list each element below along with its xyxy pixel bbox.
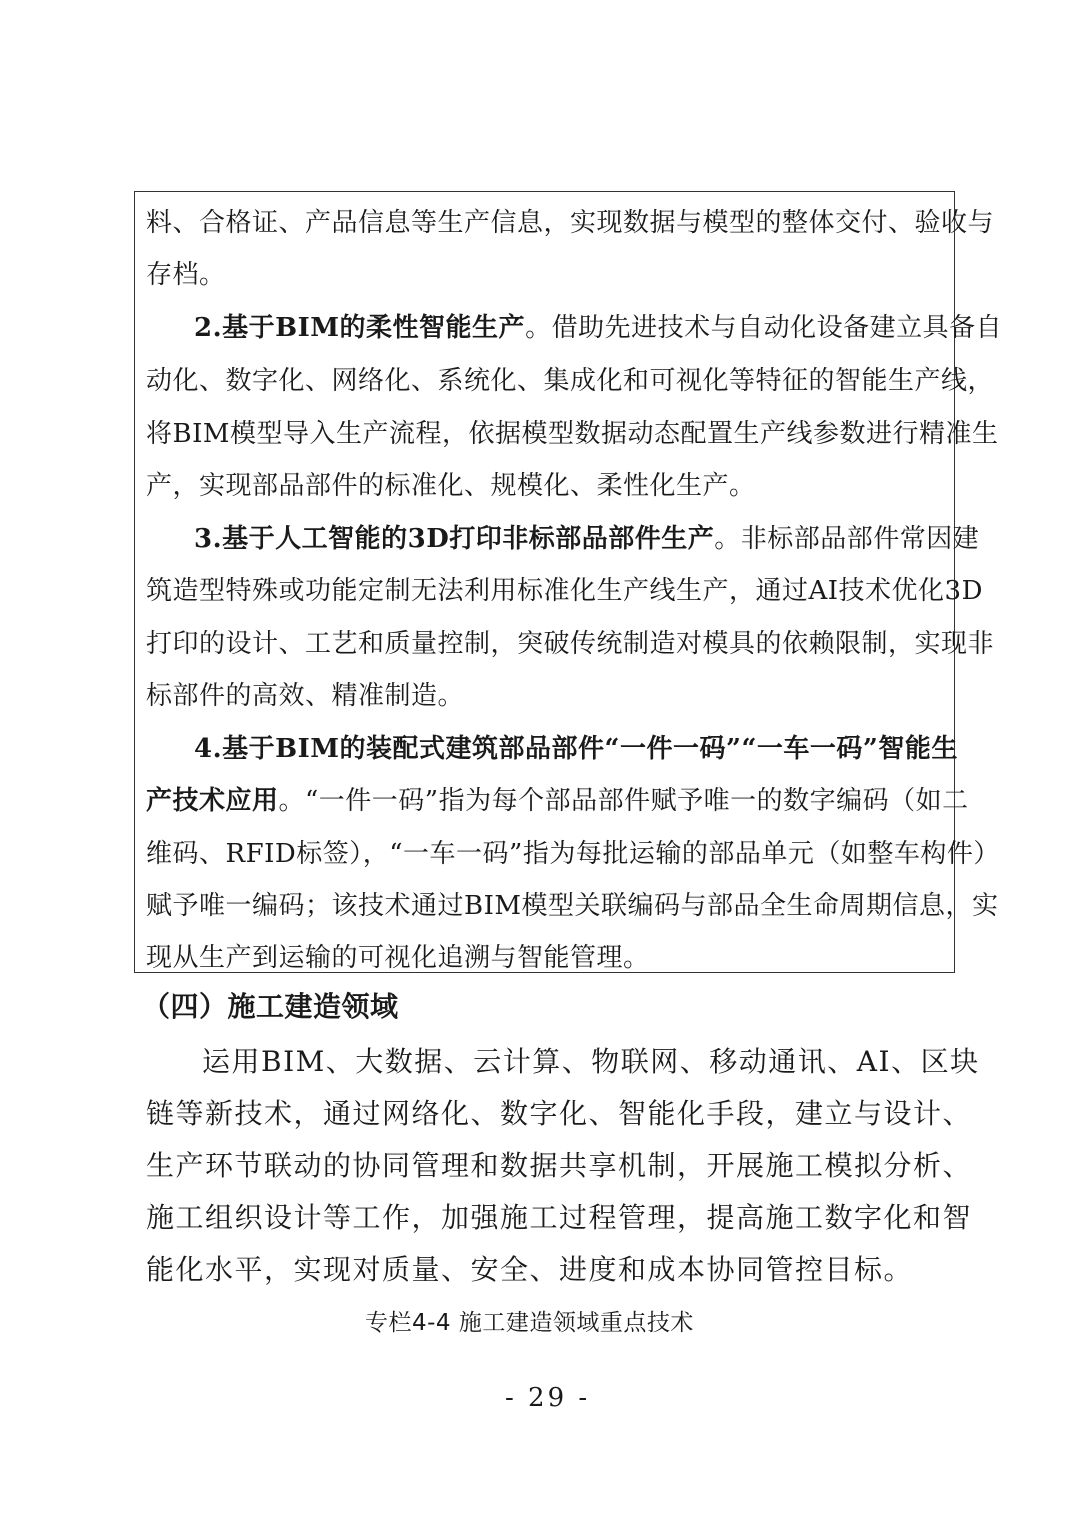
item-3-line-2: 筑造型特殊或功能定制无法利用标准化生产线生产，通过AI技术优化3D	[146, 576, 983, 606]
section-para-line-2: 链等新技术，通过网络化、数字化、智能化手段，建立与设计、	[146, 1097, 973, 1130]
page-number: - 29 -	[505, 1383, 591, 1413]
item-2-first-line	[194, 313, 1002, 343]
item-2-line-2: 动化、数字化、网络化、系统化、集成化和可视化等特征的智能生产线，	[146, 366, 995, 396]
item-4-line-5: 现从生产到运输的可视化追溯与智能管理。	[146, 943, 650, 973]
item-3-title: 3.基于人工智能的3D打印非标部品部件生产	[194, 524, 715, 554]
item-4-line-2	[146, 786, 969, 816]
item-4-text: 。“一件一码”指为每个部品部件赋予唯一的数字编码（如二	[278, 786, 969, 816]
item-4-title-line-2: 产技术应用	[146, 786, 279, 816]
section-para-line-3: 生产环节联动的协同管理和数据共享机制，开展施工模拟分析、	[146, 1149, 973, 1182]
item-3-line-4: 标部件的高效、精准制造。	[146, 681, 465, 711]
item-4-title-line-1: 4.基于BIM的装配式建筑部品部件“一件一码”“一车一码”智能生	[194, 734, 958, 764]
item-4-line-3: 维码、RFID标签），“一车一码”指为每批运输的部品单元（如整车构件）	[146, 839, 1000, 869]
column-title: 专栏4-4 施工建造领域重点技术	[365, 1310, 694, 1336]
item-2-title: 2.基于BIM的柔性智能生产	[194, 313, 526, 343]
box-line-2: 存档。	[146, 260, 226, 290]
item-3-line-3: 打印的设计、工艺和质量控制，突破传统制造对模具的依赖限制，实现非	[146, 629, 995, 659]
item-4-line-4: 赋予唯一编码；该技术通过BIM模型关联编码与部品全生命周期信息，实	[146, 891, 999, 921]
item-3-text: 。非标部品部件常因建	[714, 524, 980, 554]
item-3-first-line	[194, 524, 979, 554]
section-para-line-1: 运用BIM、大数据、云计算、物联网、移动通讯、AI、区块	[202, 1045, 980, 1078]
item-2-line-4: 产，实现部品部件的标准化、规模化、柔性化生产。	[146, 471, 756, 501]
item-2-line-3: 将BIM模型导入生产流程，依据模型数据动态配置生产线参数进行精准生	[146, 419, 999, 449]
section-heading: （四）施工建造领域	[142, 990, 399, 1023]
box-line-1: 料、合格证、产品信息等生产信息，实现数据与模型的整体交付、验收与	[146, 208, 995, 238]
item-2-text: 。借助先进技术与自动化设备建立具备自	[525, 313, 1003, 343]
section-para-line-4: 施工组织设计等工作，加强施工过程管理，提高施工数字化和智	[146, 1201, 973, 1234]
section-para-line-5: 能化水平，实现对质量、安全、进度和成本协同管控目标。	[146, 1253, 914, 1286]
